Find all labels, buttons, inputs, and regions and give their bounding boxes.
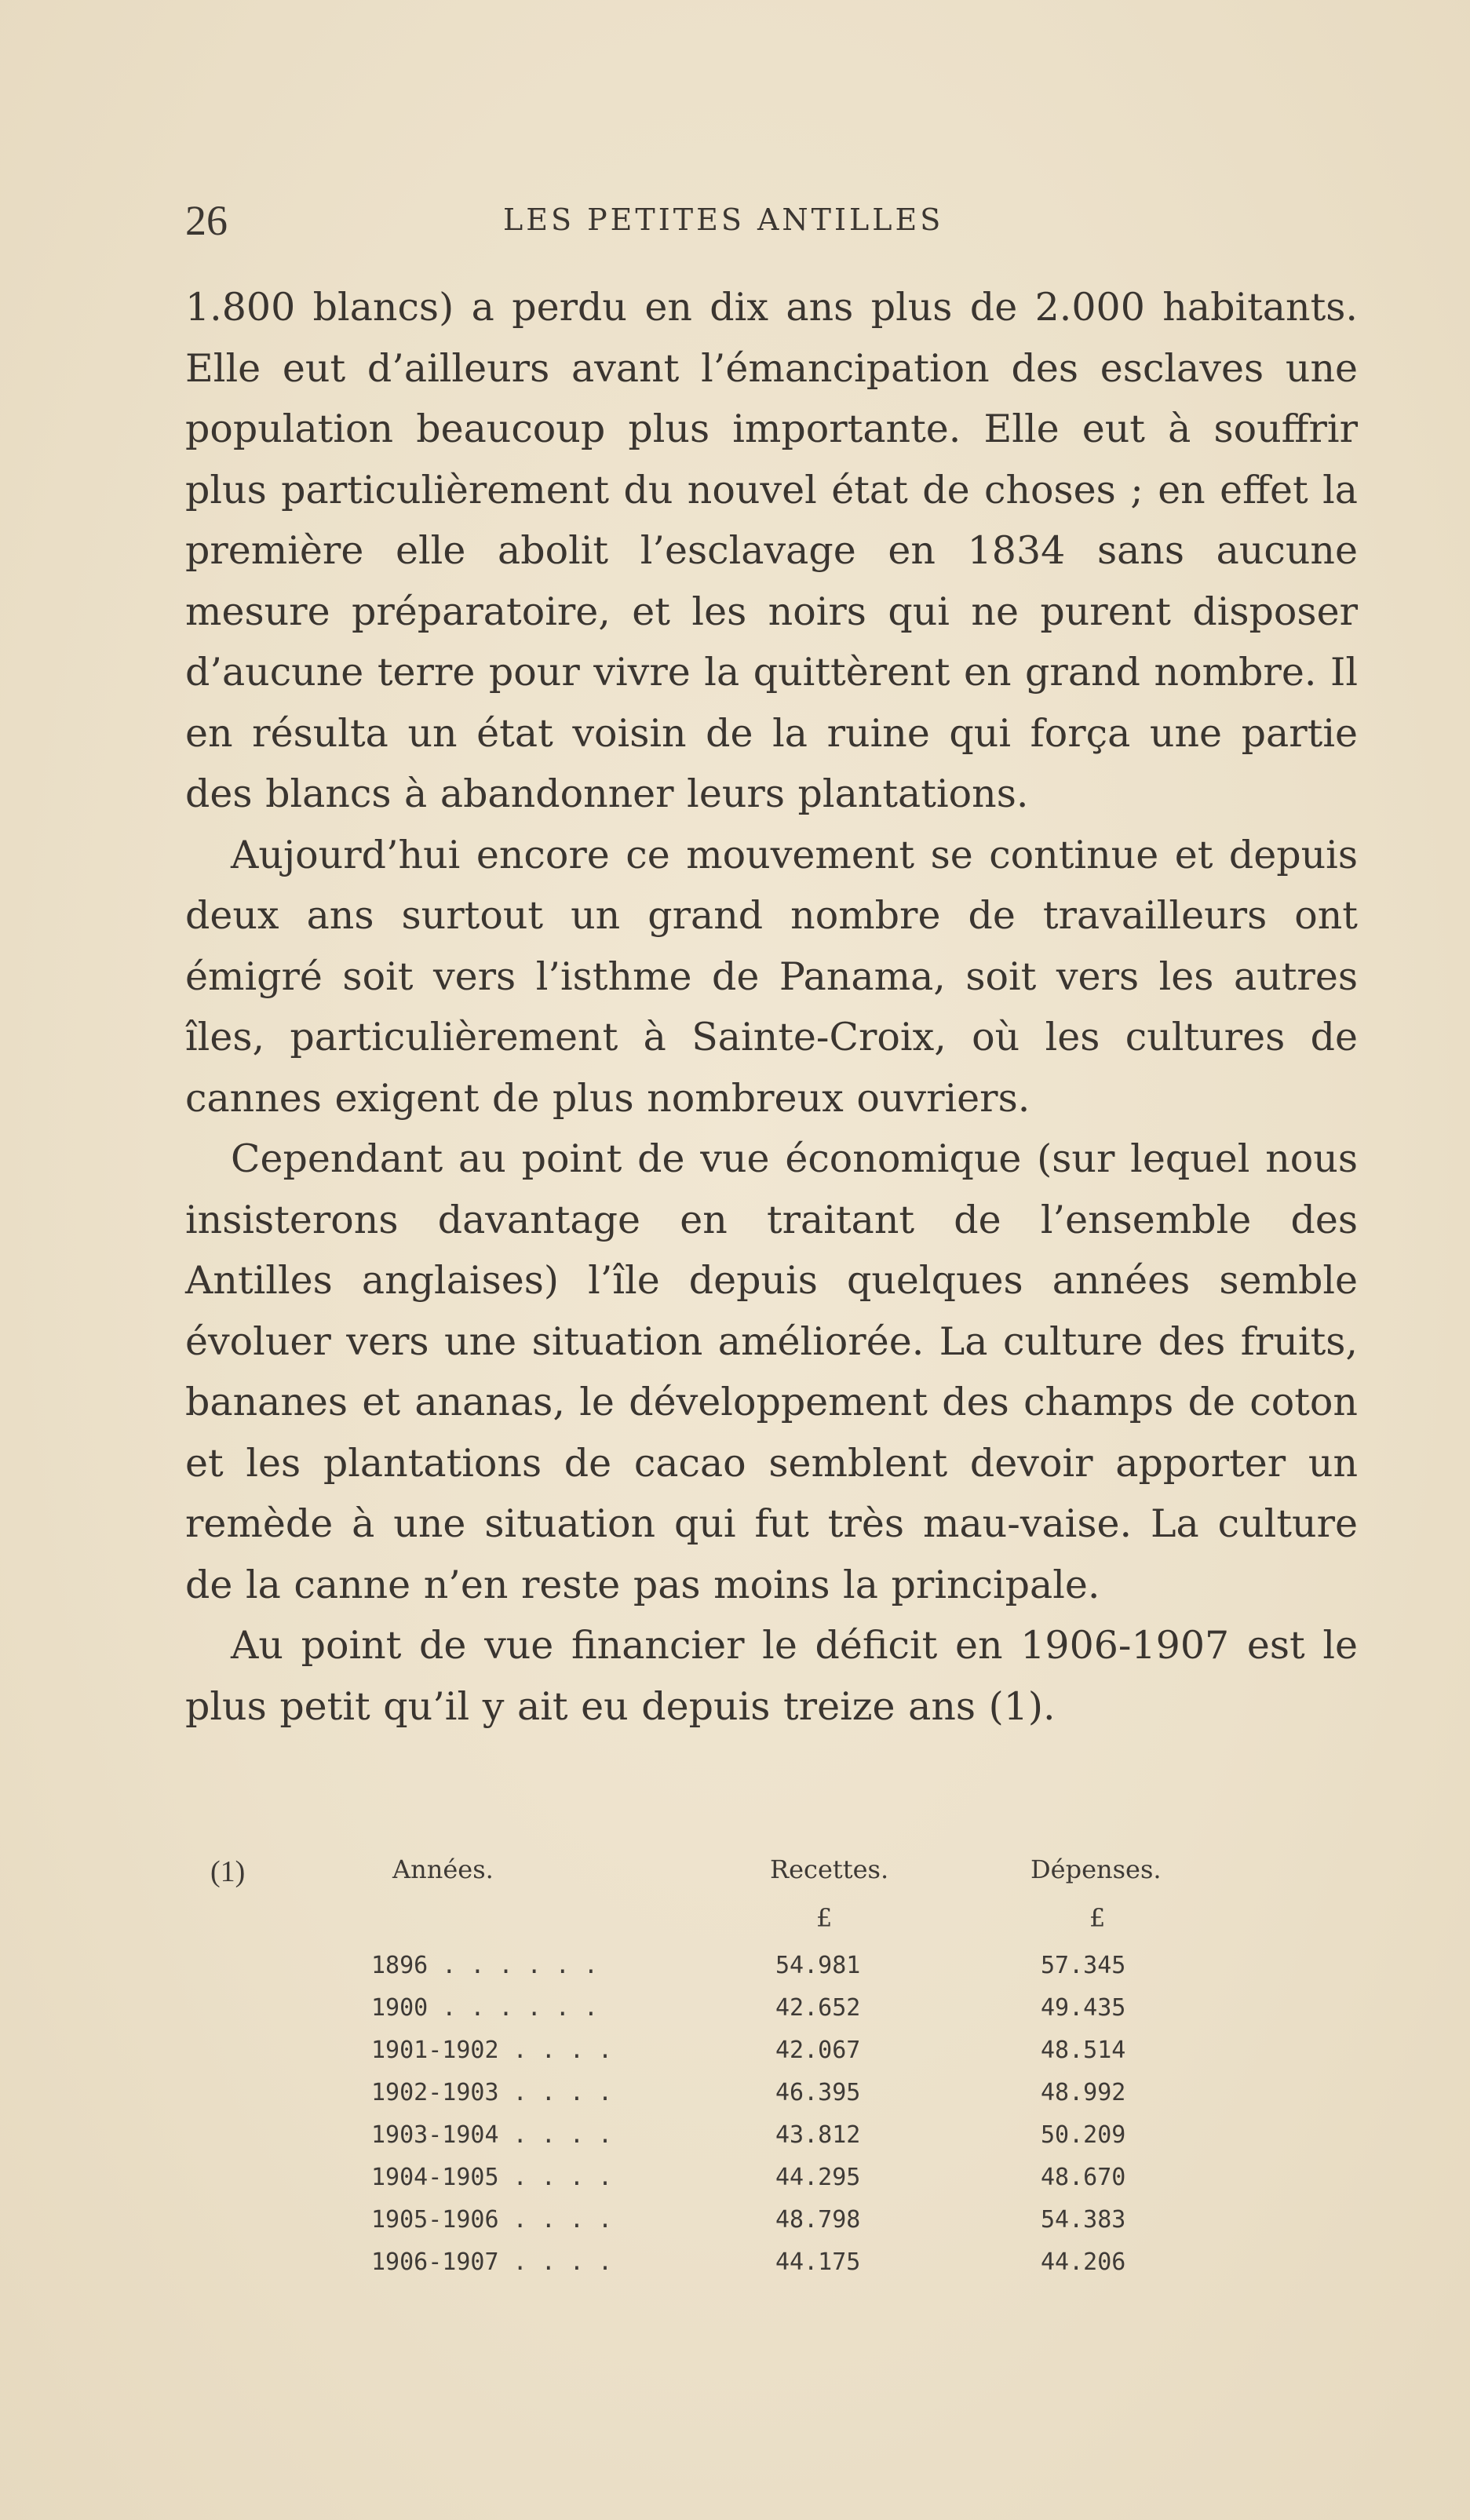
row-depenses: 48.514 <box>1041 2037 1126 2064</box>
table-row <box>210 2164 1223 2206</box>
row-year: 1900 . . . . . . <box>371 1994 598 2022</box>
row-recettes: 46.395 <box>775 2079 861 2106</box>
row-depenses: 54.383 <box>1041 2206 1126 2234</box>
row-depenses: 44.206 <box>1041 2248 1126 2276</box>
row-year: 1903-1904 . . . . <box>371 2121 613 2149</box>
row-year: 1904-1905 . . . . <box>371 2164 613 2191</box>
row-recettes: 44.295 <box>775 2164 861 2191</box>
paragraph: Cependant au point de vue économique (sur lequel nous insisterons davantage en traitant de l’ensemble des Antilles anglaises) l’île depuis quelques années semble évoluer vers une situation améliorée. La culture des fruits, bananes et ananas, le développement des champs de coton et les plantations de cacao semblent devoir apporter un remède à une situation qui fut très mau-vaise. La culture de la canne n’en reste pas moins la principale. <box>185 1136 1358 1607</box>
footnote-table <box>210 1854 1223 2291</box>
column-header-recettes: Recettes. <box>770 1854 889 1884</box>
row-year: 1902-1903 . . . . <box>371 2079 613 2106</box>
page-number: 26 <box>185 197 228 244</box>
page-header <box>185 196 1362 251</box>
row-recettes: 54.981 <box>775 1952 861 1979</box>
row-depenses: 50.209 <box>1041 2121 1126 2149</box>
row-depenses: 49.435 <box>1041 1994 1126 2022</box>
table-row <box>210 1952 1223 1994</box>
row-year: 1901-1902 . . . . <box>371 2037 613 2064</box>
paragraph: Au point de vue financier le déficit en 1906-1907 est le plus petit qu’il y ait eu depuis treize ans (1). <box>185 1623 1358 1729</box>
table-row <box>210 2037 1223 2079</box>
row-recettes: 42.067 <box>775 2037 861 2064</box>
table-row <box>210 1994 1223 2037</box>
column-header-depenses: Dépenses. <box>1030 1854 1162 1884</box>
table-row <box>210 2206 1223 2248</box>
column-header-years: Années. <box>392 1854 494 1884</box>
unit-depenses: £ <box>1089 1903 1106 1933</box>
paragraph: 1.800 blancs) a perdu en dix ans plus de 2.000 habitants. Elle eut d’ailleurs avant l’émancipation des esclaves une population beaucoup plus importante. Elle eut à souffrir plus particulièrement du nouvel état de choses ; en effet la première elle abolit l’esclavage en 1834 sans aucune mesure préparatoire, et les noirs qui ne purent disposer d’aucune terre pour vivre la quittèrent en grand nombre. Il en résulta un état voisin de la ruine qui força une partie des blancs à abandonner leurs plantations. <box>185 285 1358 816</box>
table-row <box>210 2248 1223 2291</box>
row-recettes: 44.175 <box>775 2248 861 2276</box>
row-depenses: 48.670 <box>1041 2164 1126 2191</box>
footnote-units-row <box>210 1903 1223 1952</box>
row-year: 1905-1906 . . . . <box>371 2206 613 2234</box>
row-recettes: 42.652 <box>775 1994 861 2022</box>
row-depenses: 48.992 <box>1041 2079 1126 2106</box>
table-row <box>210 2079 1223 2121</box>
body-text <box>185 277 1358 1737</box>
paragraph: Aujourd’hui encore ce mouvement se continue et depuis deux ans surtout un grand nombre de travailleurs ont émigré soit vers l’isthme de Panama, soit vers les autres îles, particulièrement à Sainte-Croix, où les cultures de cannes exigent de plus nombreux ouvriers. <box>185 832 1358 1121</box>
row-recettes: 43.812 <box>775 2121 861 2149</box>
running-title: LES PETITES ANTILLES <box>503 202 944 237</box>
row-year: 1896 . . . . . . <box>371 1952 598 1979</box>
row-recettes: 48.798 <box>775 2206 861 2234</box>
unit-recettes: £ <box>816 1903 833 1933</box>
footnote-header-row <box>210 1854 1223 1903</box>
row-depenses: 57.345 <box>1041 1952 1126 1979</box>
row-year: 1906-1907 . . . . <box>371 2248 613 2276</box>
table-row <box>210 2121 1223 2164</box>
footnote-marker: (1) <box>210 1855 246 1888</box>
